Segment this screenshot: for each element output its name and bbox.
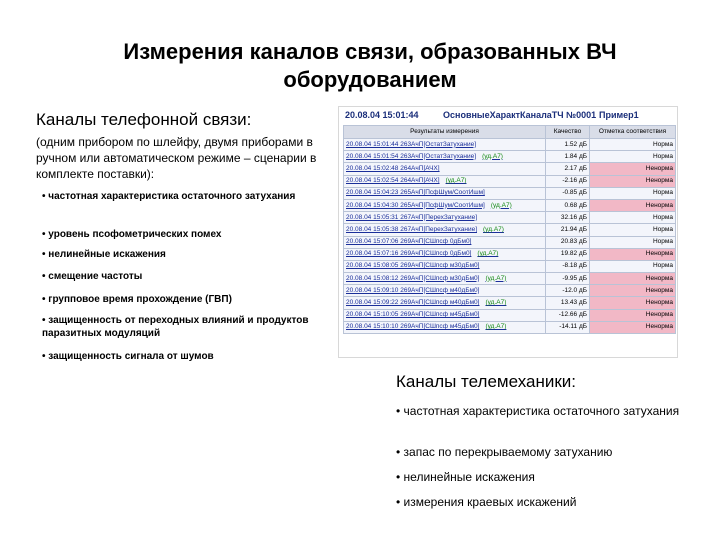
quality-cell: 1.84 дБ (546, 151, 590, 163)
result-text: 20.08.04 15:10:10 269АчП[СШпсф м45дБм0] (346, 323, 480, 331)
remote-device-tag: (уд.А7) (482, 152, 503, 160)
quality-cell: 32.16 дБ (546, 212, 590, 224)
phone-bullet-7: • защищенность сигнала от шумов (42, 351, 214, 362)
screenshot-date: 20.08.04 15:01:44 (345, 110, 419, 120)
screenshot-header (339, 107, 675, 123)
telemech-bullet-2: • запас по перекрываемому затуханию (396, 445, 613, 459)
table-row[interactable] (344, 309, 676, 321)
screenshot-example: Пример1 (599, 110, 639, 120)
result-link[interactable] (344, 309, 546, 321)
quality-cell: 0.68 дБ (546, 199, 590, 211)
phone-bullet-5: • групповое время прохождение (ГВП) (42, 294, 232, 305)
status-cell: Норма (590, 236, 676, 248)
quality-cell: -0.85 дБ (546, 187, 590, 199)
result-link[interactable] (344, 163, 546, 175)
status-cell: Ненорма (590, 199, 676, 211)
result-link[interactable] (344, 297, 546, 309)
result-text: 20.08.04 15:01:54 263АчП[ОстатЗатухание] (346, 152, 477, 160)
result-text: 20.08.04 15:05:31 267АчП[ПерехЗатухание] (346, 213, 478, 221)
result-link[interactable] (344, 175, 546, 187)
result-text: 20.08.04 15:09:10 269АчП[СШпсф м40дБм0] (346, 286, 480, 294)
result-text: 20.08.04 15:07:16 269АчП[СШпсф 0дБм0] (346, 250, 472, 258)
telemech-bullet-3: • нелинейные искажения (396, 470, 535, 484)
quality-cell: 19.82 дБ (546, 248, 590, 260)
status-cell: Норма (590, 151, 676, 163)
page-title: Измерения каналов связи, образованных ВЧ оборудованием (123, 39, 617, 92)
remote-device-tag: (уд.А7) (483, 225, 504, 233)
status-cell: Ненорма (590, 309, 676, 321)
table-row[interactable] (344, 260, 676, 272)
result-text: 20.08.04 15:02:48 264АчП[АЧХ] (346, 164, 440, 172)
table-row[interactable] (344, 163, 676, 175)
quality-cell: 20.83 дБ (546, 236, 590, 248)
status-cell: Ненорма (590, 175, 676, 187)
table-row[interactable] (344, 321, 676, 333)
remote-device-tag: (уд.А7) (490, 201, 512, 209)
result-text: 20.08.04 15:05:38 267АчП[ПерехЗатухание] (346, 225, 478, 233)
table-row[interactable] (344, 139, 676, 151)
status-cell: Ненорма (590, 285, 676, 297)
column-header-quality: Качество (546, 126, 590, 139)
remote-device-tag: (уд.А7) (485, 274, 507, 282)
table-row[interactable] (344, 297, 676, 309)
column-header-status: Отметка соответствия (590, 126, 676, 139)
quality-cell: -12.66 дБ (546, 309, 590, 321)
phone-channels-subtext: (одним прибором по шлейфу, двумя приборами в ручном или автоматическом режиме – сценарии в комплекте поставки): (36, 135, 317, 181)
result-text: 20.08.04 15:04:30 265АчП[ПсфШум/СоотИшм] (346, 201, 485, 209)
quality-cell: -8.18 дБ (546, 260, 590, 272)
remote-device-tag: (уд.А7) (485, 323, 507, 331)
status-cell: Ненорма (590, 273, 676, 285)
result-link[interactable] (344, 248, 546, 260)
quality-cell: 13.43 дБ (546, 297, 590, 309)
result-text: 20.08.04 15:07:06 269АчП[СШпсф 0дБм0] (346, 238, 472, 246)
table-row[interactable] (344, 175, 676, 187)
quality-cell: -2.16 дБ (546, 175, 590, 187)
table-row[interactable] (344, 224, 676, 236)
result-link[interactable] (344, 139, 546, 151)
telemech-bullet-4: • измерения краевых искажений (396, 495, 577, 509)
result-link[interactable] (344, 260, 546, 272)
status-cell: Норма (590, 224, 676, 236)
phone-bullet-3: • нелинейные искажения (42, 249, 166, 260)
table-row[interactable] (344, 248, 676, 260)
result-link[interactable] (344, 321, 546, 333)
table-row[interactable] (344, 187, 676, 199)
result-text: 20.08.04 15:09:22 269АчП[СШпсф м40дБм0] (346, 299, 480, 307)
telemech-bullet-1: • частотная характеристика остаточного затухания (396, 404, 680, 418)
column-header-results: Результаты измерения (344, 126, 546, 139)
phone-bullet-4: • смещение частоты (42, 271, 143, 282)
remote-device-tag: (уд.А7) (445, 177, 467, 185)
result-link[interactable] (344, 212, 546, 224)
table-row[interactable] (344, 199, 676, 211)
phone-bullet-6: • защищенность от переходных влияний и продуктов паразитных модуляций (42, 315, 309, 339)
telemech-channels-heading: Каналы телемеханики: (396, 372, 576, 391)
remote-device-tag: (уд.А7) (477, 250, 499, 258)
phone-bullet-1: • частотная характеристика остаточного затухания (42, 191, 296, 202)
table-row[interactable] (344, 273, 676, 285)
table-row[interactable] (344, 212, 676, 224)
phone-channels-heading: Каналы телефонной связи: (36, 110, 252, 129)
result-text: 20.08.04 15:01:44 263АчП[ОстатЗатухание] (346, 140, 477, 148)
remote-device-tag: (уд.А7) (485, 299, 507, 307)
status-cell: Ненорма (590, 248, 676, 260)
result-link[interactable] (344, 224, 546, 236)
quality-cell: -12.0 дБ (546, 285, 590, 297)
results-table (343, 125, 676, 334)
status-cell: Норма (590, 139, 676, 151)
table-row[interactable] (344, 236, 676, 248)
status-cell: Ненорма (590, 297, 676, 309)
result-link[interactable] (344, 187, 546, 199)
status-cell: Норма (590, 260, 676, 272)
status-cell: Ненорма (590, 321, 676, 333)
result-text: 20.08.04 15:04:23 265АчП[ПсфШум/СоотИшм] (346, 189, 485, 197)
result-text: 20.08.04 15:10:05 269АчП[СШпсф м45дБм0] (346, 311, 480, 319)
quality-cell: -9.95 дБ (546, 273, 590, 285)
result-link[interactable] (344, 285, 546, 297)
status-cell: Норма (590, 212, 676, 224)
result-text: 20.08.04 15:08:12 269АчП[СШпсф м30дБм0] (346, 274, 480, 282)
quality-cell: 21.94 дБ (546, 224, 590, 236)
table-row[interactable] (344, 151, 676, 163)
measurement-screenshot (338, 106, 678, 358)
quality-cell: 1.52 дБ (546, 139, 590, 151)
result-link[interactable] (344, 273, 546, 285)
result-link[interactable] (344, 151, 546, 163)
quality-cell: -14.11 дБ (546, 321, 590, 333)
result-text: 20.08.04 15:02:54 264АчП[АЧХ] (346, 177, 440, 185)
phone-bullet-2: • уровень псофометрических помех (42, 229, 222, 240)
status-cell: Ненорма (590, 163, 676, 175)
screenshot-section: ОсновныеХарактКаналаТЧ №0001 (443, 110, 597, 120)
quality-cell: 2.17 дБ (546, 163, 590, 175)
table-row[interactable] (344, 285, 676, 297)
result-text: 20.08.04 15:08:05 269АчП[СШпсф м30дБм0] (346, 262, 480, 270)
result-link[interactable] (344, 199, 546, 211)
status-cell: Норма (590, 187, 676, 199)
result-link[interactable] (344, 236, 546, 248)
